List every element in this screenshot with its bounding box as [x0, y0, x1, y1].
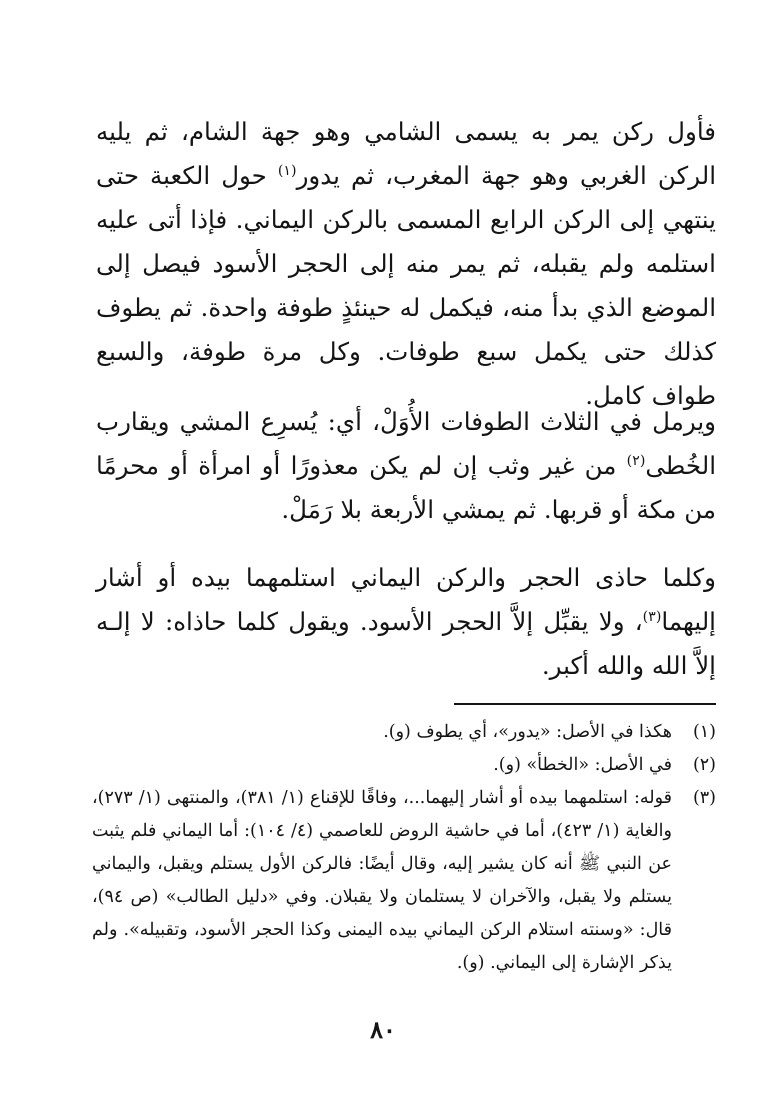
paragraph-1-continuation: حول الكعبة حتى ينتهي إلى الركن الرابع المسمى بالركن اليماني. فإذا أتى عليه استلمه ولم يقبله، ثم يمر منه إلى الحجر الأسود فيصل إلى الموضع الذي بدأ منه، فيكمل له حينئذٍ طوفة واحدة. ثم يطوف كذلك حتى يكمل سبع طوفات. وكل مرة طوفة، والسبع طواف كامل.: [96, 161, 716, 410]
footnotes-list: [92, 716, 716, 980]
body-paragraph-2: [96, 400, 716, 532]
paragraph-1-text: فأول ركن يمر به يسمى الشامي وهو جهة الشام، ثم يليه الركن الغربي وهو جهة المغرب، ثم يدور: [96, 117, 717, 190]
footnote-3: [92, 782, 716, 980]
footnote-text: في الأصل: «الخطأ» (و).: [493, 755, 672, 775]
footnote-ref-3: (٣): [642, 608, 662, 625]
footnote-text: قوله: استلمهما بيده أو أشار إليهما...، وفاقًا للإقناع (١/ ٣٨١)، والمنتهى (١/ ٢٧٣)، والغاية (١/ ٤٢٣)، أما في حاشية الروض للعاصمي (٤/ ١٠٤): أما اليماني فلم يثبت عن النبي ﷺ أنه كان يشير إليه، وقال أيضًا: فالركن الأول يستلم ويقبل، واليماني يستلم ولا يقبل، والآخران لا يستلمان ولا يقبلان. وفي «دليل الطالب» (ص ٩٤)، قال: «وسنته استلام الركن اليماني بيده اليمنى وكذا الحجر الأسود، وتقبيله». ولم يذكر الإشارة إلى اليماني. (و).: [92, 788, 672, 973]
footnote-1: [92, 716, 716, 749]
footnote-ref-1: (١): [277, 162, 297, 179]
footnote-divider: [454, 703, 716, 705]
footnote-2: [92, 749, 716, 782]
footnote-number: (٣): [692, 788, 716, 808]
paragraph-3-text: وكلما حاذى الحجر والركن اليماني استلمهما بيده أو أشار إليهما: [96, 563, 716, 636]
footnote-number: (١): [692, 722, 716, 742]
footnote-text: هكذا في الأصل: «يدور»، أي يطوف (و).: [383, 722, 672, 742]
paragraph-2-continuation: من غير وثب إن لم يكن معذورًا أو امرأة أو محرمًا من مكة أو قربها. ثم يمشي الأربعة بلا رَمَلْ.: [96, 451, 716, 524]
body-paragraph-3: [96, 556, 716, 688]
paragraph-3-continuation: ، ولا يقبِّل إلاَّ الحجر الأسود. ويقول كلما حاذاه: لا إلـه إلاَّ الله والله أكبر.: [96, 607, 716, 680]
page-number: ٨٠: [370, 1015, 396, 1044]
body-paragraph-1: [96, 110, 716, 418]
footnote-ref-2: (٢): [626, 452, 646, 469]
paragraph-2-text: ويرمل في الثلاث الطوفات الأُوَلْ، أي: يُسرِع المشي ويقارب الخُطى: [96, 407, 716, 480]
footnote-number: (٢): [692, 755, 716, 775]
